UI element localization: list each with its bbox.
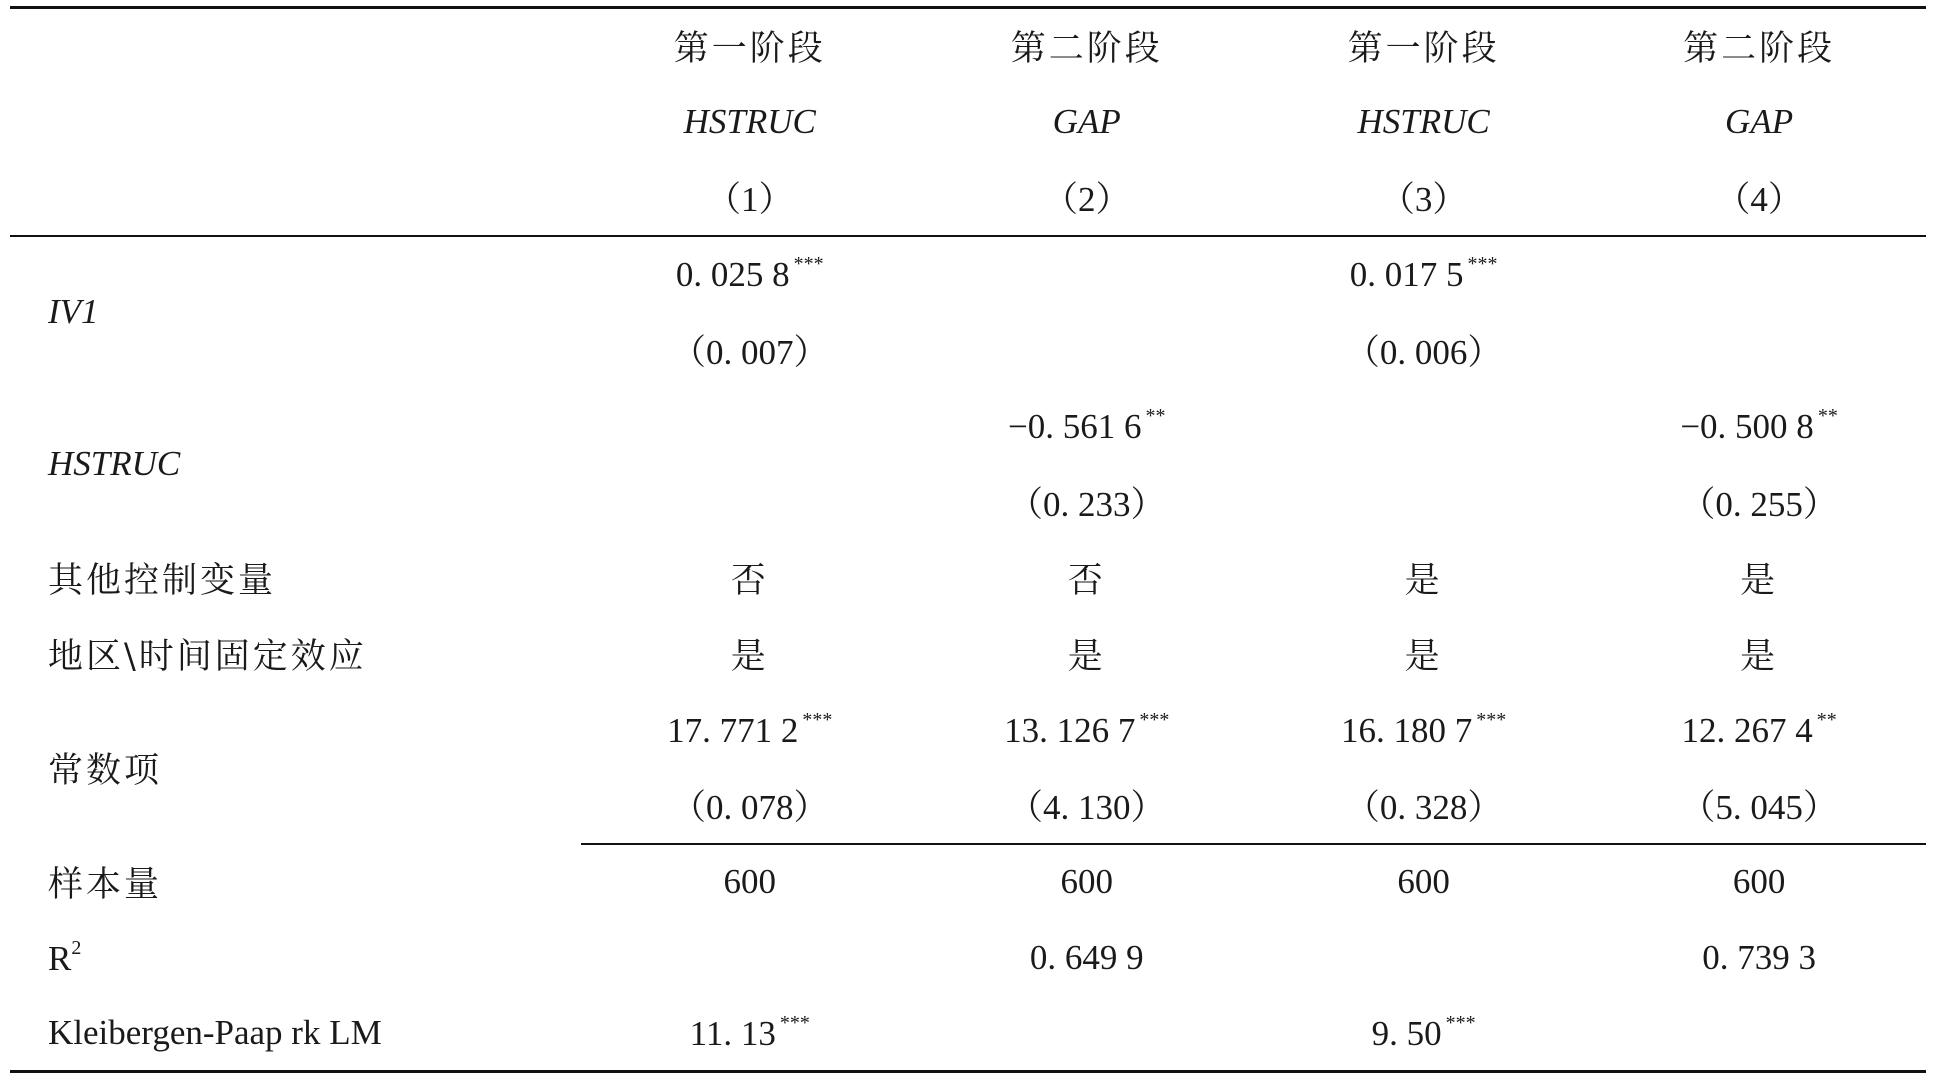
header-colno-4: （4） bbox=[1592, 160, 1926, 236]
cell-const-coef-2: 13. 126 7 *** bbox=[1004, 708, 1170, 750]
row-constant-coef bbox=[10, 692, 1926, 768]
cell-hstruc-se-4: （0. 255） bbox=[1680, 484, 1838, 524]
cell-iv1-se-2 bbox=[918, 312, 1255, 388]
row-label-fixed-effects: 地区\时间固定效应 bbox=[48, 636, 367, 677]
header-empty-cell bbox=[10, 160, 581, 236]
cell-r2-2: 0. 649 9 bbox=[1029, 937, 1144, 977]
cell-hstruc-coef-3 bbox=[1255, 388, 1592, 464]
cell-r2-4: 0. 739 3 bbox=[1702, 937, 1816, 977]
cell-iv1-coef-4 bbox=[1592, 236, 1926, 312]
cell-fe-3: 是 bbox=[1404, 636, 1443, 677]
row-sample-size bbox=[10, 844, 1926, 920]
header-row-column-number bbox=[10, 160, 1926, 236]
cell-const-se-4: （5. 045） bbox=[1592, 768, 1926, 844]
row-label-other-controls: 其他控制变量 bbox=[48, 560, 277, 601]
cell-n-3: 600 bbox=[1397, 862, 1450, 901]
cell-const-se-1: （0. 078） bbox=[581, 768, 918, 844]
cell-const-se-2: （4. 130） bbox=[918, 768, 1255, 844]
cell-iv1-se-4 bbox=[1592, 312, 1926, 388]
cell-controls-3: 是 bbox=[1404, 560, 1443, 601]
cell-r2-1 bbox=[581, 920, 918, 996]
header-row-dependent-variable bbox=[10, 84, 1926, 160]
cell-const-coef-3: 16. 180 7 *** bbox=[1341, 708, 1507, 750]
cell-n-1: 600 bbox=[723, 862, 777, 901]
regression-table bbox=[10, 6, 1926, 1073]
cell-fe-4: 是 bbox=[1740, 636, 1779, 677]
header-colno-2: （2） bbox=[918, 160, 1255, 236]
header-empty-cell bbox=[10, 8, 581, 84]
header-dep-1: HSTRUC bbox=[683, 101, 816, 141]
row-label-r-squared: $R^2$ bbox=[48, 936, 82, 978]
header-stage-3: 第一阶段 bbox=[1347, 29, 1500, 70]
row-other-controls bbox=[10, 540, 1926, 616]
cell-const-se-3: （0. 328） bbox=[1255, 768, 1592, 844]
cell-iv1-coef-2 bbox=[918, 236, 1255, 312]
cell-hstruc-coef-4: −0. 500 8 ** bbox=[1680, 404, 1838, 446]
cell-fe-1: 是 bbox=[730, 636, 769, 677]
row-hstruc-coef bbox=[10, 388, 1926, 464]
header-colno-3: （3） bbox=[1255, 160, 1592, 236]
row-fixed-effects bbox=[10, 616, 1926, 692]
row-label-hstruc: HSTRUC bbox=[48, 443, 181, 483]
cell-controls-4: 是 bbox=[1740, 560, 1779, 601]
cell-hstruc-se-2: （0. 233） bbox=[1007, 484, 1166, 524]
cell-iv1-se-3: （0. 006） bbox=[1344, 332, 1503, 372]
cell-hstruc-se-3 bbox=[1255, 464, 1592, 540]
header-dep-3: HSTRUC bbox=[1357, 101, 1490, 141]
cell-const-coef-4: 12. 267 4 ** bbox=[1681, 708, 1837, 750]
cell-hstruc-coef-2: −0. 561 6 ** bbox=[1007, 404, 1166, 446]
cell-klm-3: 9. 50 *** bbox=[1371, 1011, 1476, 1053]
header-stage-1: 第一阶段 bbox=[673, 29, 826, 70]
cell-iv1-coef-3: 0. 017 5 *** bbox=[1349, 253, 1498, 294]
cell-iv1-coef-1: 0. 025 8 *** bbox=[675, 253, 824, 294]
cell-iv1-se-1: （0. 007） bbox=[671, 332, 829, 372]
header-empty-cell bbox=[10, 84, 581, 160]
header-stage-4: 第二阶段 bbox=[1683, 29, 1836, 70]
header-row-stage bbox=[10, 8, 1926, 84]
cell-controls-1: 否 bbox=[730, 560, 769, 601]
header-dep-4: GAP bbox=[1725, 101, 1794, 141]
cell-hstruc-coef-1 bbox=[581, 388, 918, 464]
cell-const-coef-1: 17. 771 2 *** bbox=[667, 708, 833, 750]
cell-n-2: 600 bbox=[1060, 862, 1113, 901]
row-iv1-coef bbox=[10, 236, 1926, 312]
row-label-iv1: IV1 bbox=[48, 292, 99, 331]
cell-klm-2 bbox=[918, 996, 1255, 1072]
header-stage-2: 第二阶段 bbox=[1010, 29, 1163, 70]
header-colno-1: （1） bbox=[581, 160, 918, 236]
cell-controls-2: 否 bbox=[1067, 560, 1106, 601]
row-label-constant: 常数项 bbox=[48, 750, 163, 791]
row-r-squared bbox=[10, 920, 1926, 996]
cell-r2-3 bbox=[1255, 920, 1592, 996]
cell-n-4: 600 bbox=[1732, 862, 1786, 901]
cell-klm-4 bbox=[1592, 996, 1926, 1072]
cell-klm-1: 11. 13 *** bbox=[689, 1011, 810, 1053]
cell-fe-2: 是 bbox=[1067, 636, 1106, 677]
header-dep-2: GAP bbox=[1052, 101, 1121, 141]
row-kleibergen-paap bbox=[10, 996, 1926, 1072]
row-label-kleibergen-paap: Kleibergen-Paap rk LM bbox=[48, 1012, 382, 1052]
cell-hstruc-se-1 bbox=[581, 464, 918, 540]
row-label-sample-size: 样本量 bbox=[48, 864, 163, 905]
